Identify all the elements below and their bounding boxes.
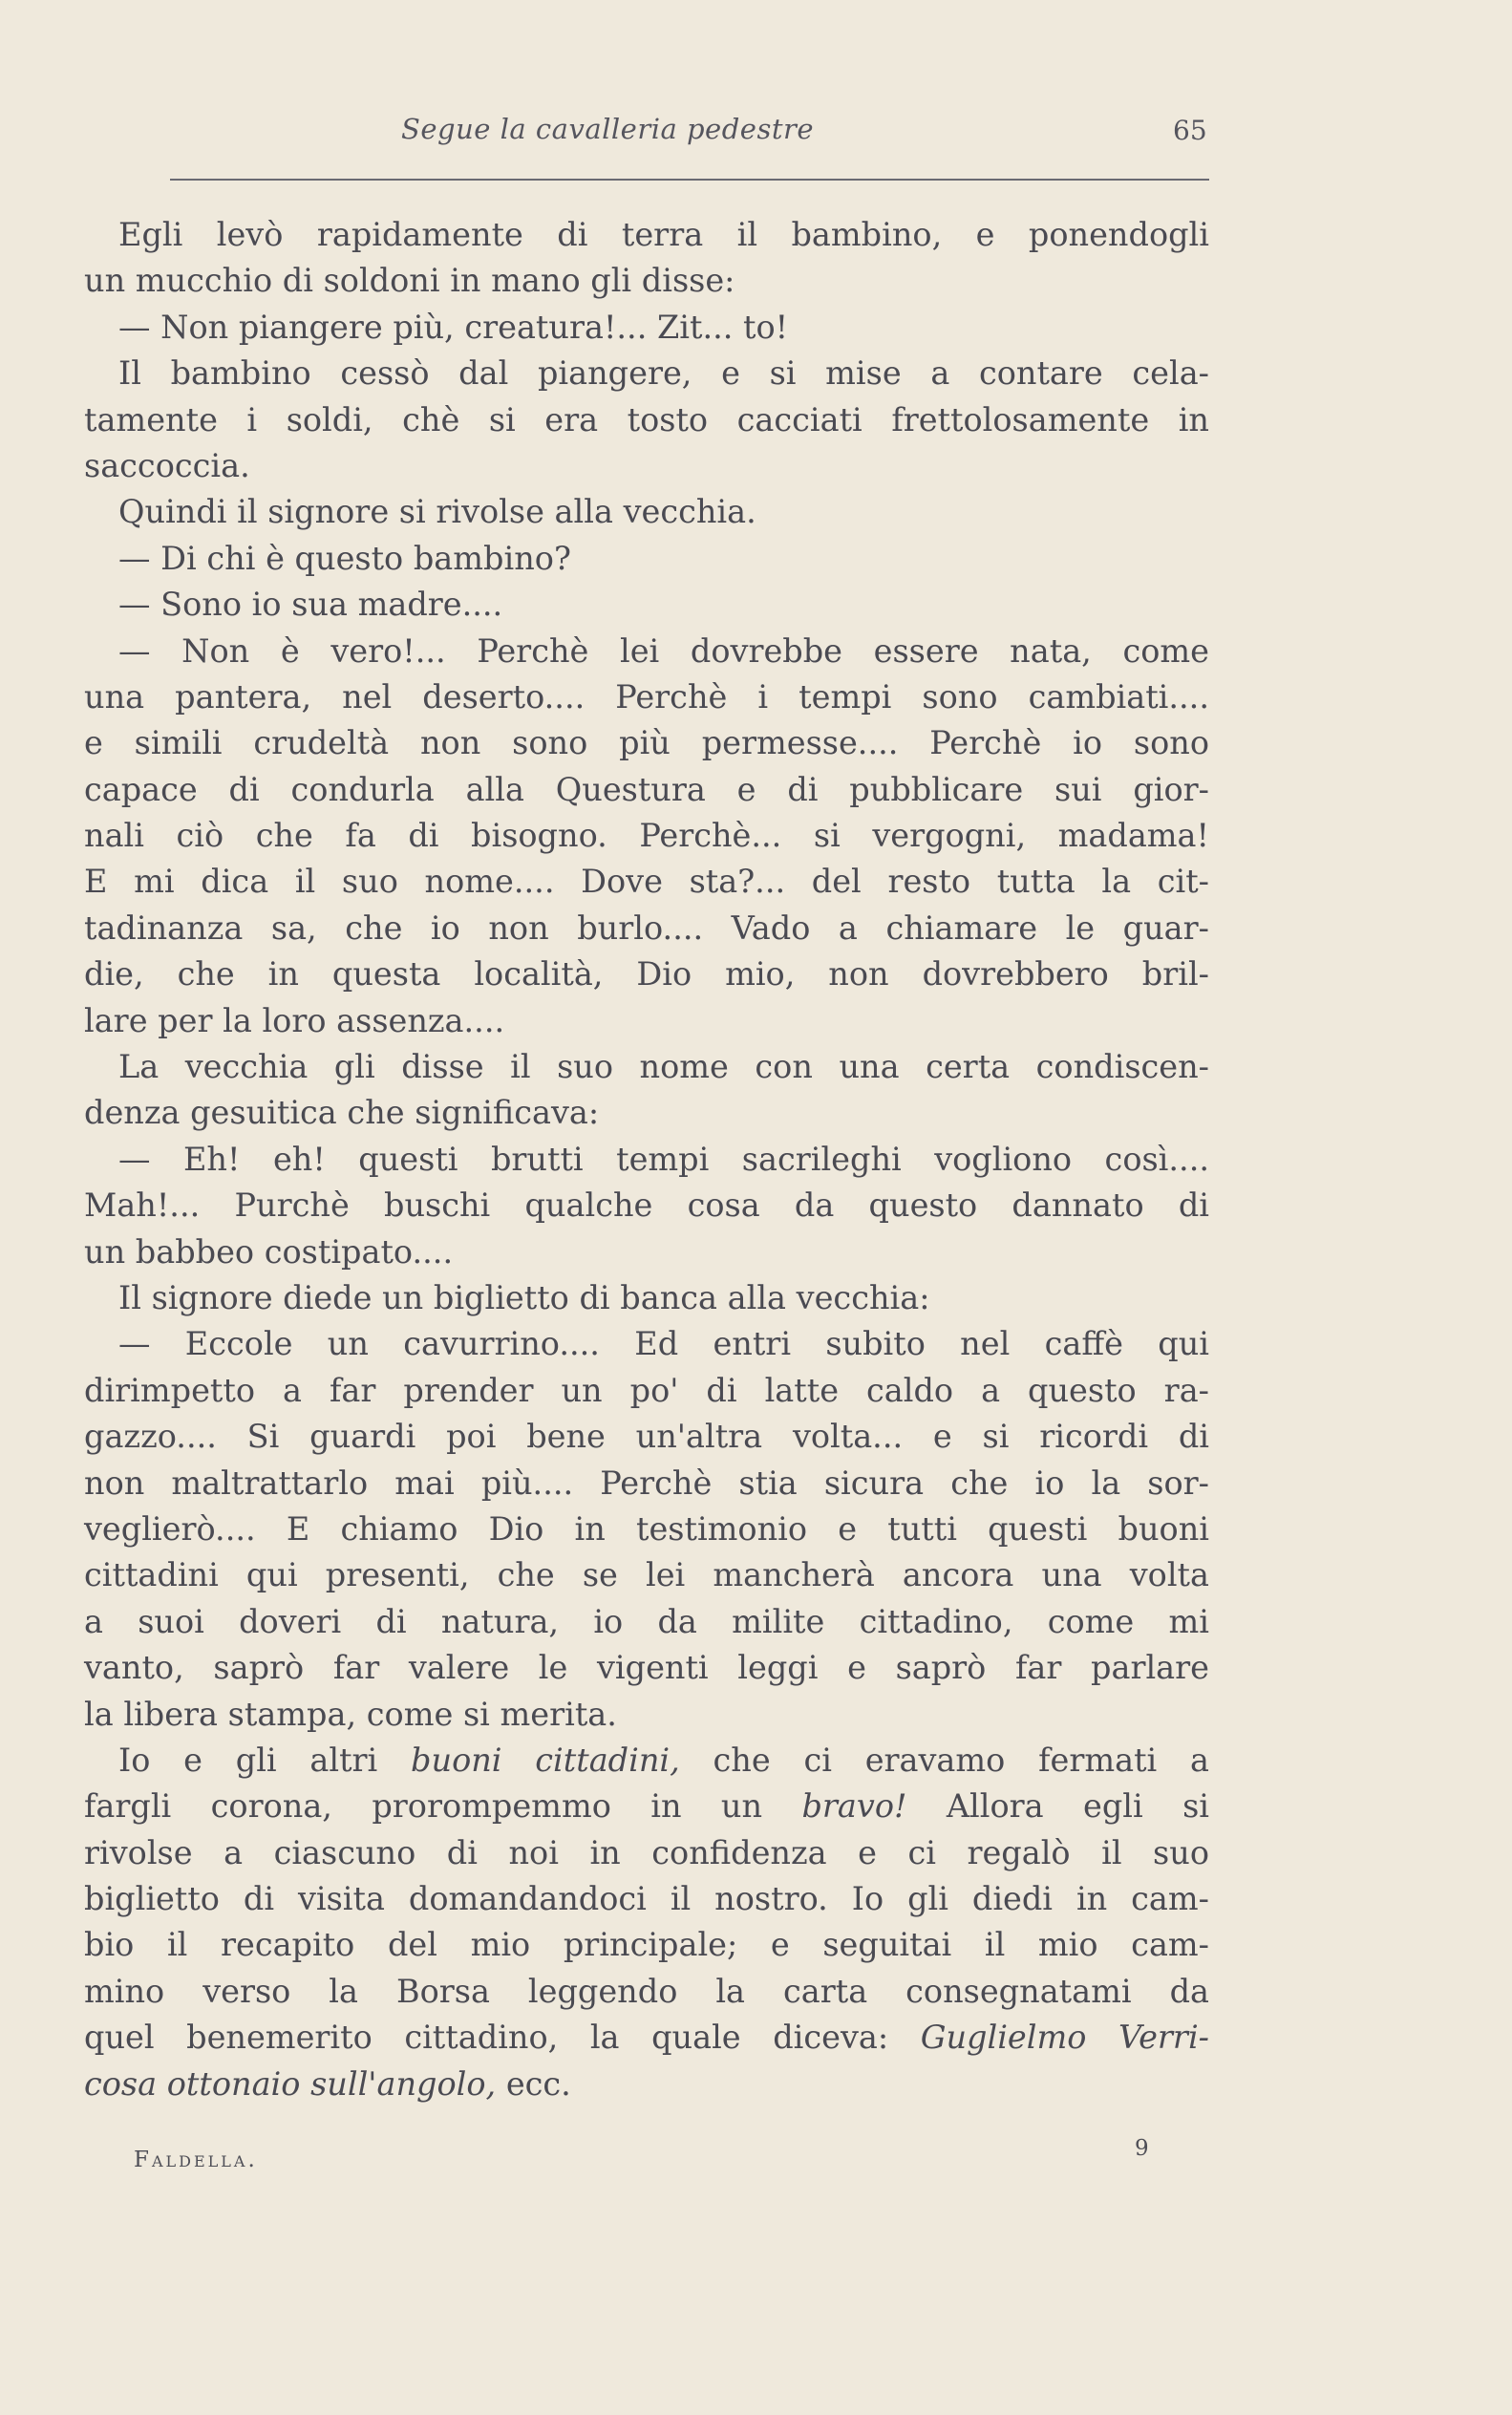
text-line: tamente i soldi, chè si era tosto cacciati frettolosamente in (84, 400, 1209, 438)
running-title: Segue la cavalleria pedestre (401, 113, 815, 145)
text-line: non maltrattarlo mai più.... Perchè stia sicura che io la sor- (84, 1464, 1209, 1502)
text-line: Quindi il signore si rivolse alla vecchia. (118, 493, 756, 531)
text-line: bio il recapito del mio principale; e seguitai il mio cam- (84, 1926, 1209, 1964)
running-header (0, 113, 1512, 151)
text-line: nali ciò che fa di bisogno. Perchè... si vergogni, madama! (84, 817, 1209, 855)
italic-phrase: Guglielmo Verri- (920, 2019, 1209, 2057)
text-line: gazzo.... Si guardi poi bene un'altra volta... e si ricordi di (84, 1418, 1209, 1456)
text-line: tadinanza sa, che io non burlo.... Vado a chiamare le guar- (84, 908, 1209, 947)
text-line: dirimpetto a far prender un po' di latte caldo a questo ra- (84, 1371, 1209, 1409)
italic-phrase: cosa ottonaio sull'angolo, (84, 2064, 497, 2103)
text-line: die, che in questa località, Dio mio, non dovrebbero bril- (84, 955, 1209, 994)
text-line: E mi dica il suo nome.... Dove sta?... del resto tutta la cit- (84, 863, 1209, 901)
text-line: a suoi doveri di natura, io da milite cittadino, come mi (84, 1602, 1209, 1640)
text-line: Il bambino cessò dal piangere, e si mise a contare cela- (118, 354, 1209, 393)
text-line: quel benemerito cittadino, la quale diceva: Guglielmo Verri- (84, 2019, 1209, 2057)
text-line: Il signore diede un biglietto di banca alla vecchia: (118, 1278, 930, 1316)
text-line: — Non è vero!... Perchè lei dovrebbe essere nata, come (118, 631, 1209, 670)
text-line: cosa ottonaio sull'angolo, ecc. (84, 2064, 571, 2103)
text-line: — Di chi è questo bambino? (118, 539, 571, 577)
text-line: — Eccole un cavurrino.... Ed entri subito nel caffè qui (118, 1325, 1209, 1363)
text-line: saccoccia. (84, 446, 250, 484)
text-line: vanto, saprò far valere le vigenti leggi e saprò far parlare (84, 1649, 1209, 1687)
text-line: mino verso la Borsa leggendo la carta consegnatami da (84, 1972, 1209, 2010)
text-line: — Eh! eh! questi brutti tempi sacrileghi vogliono così.... (118, 1140, 1209, 1178)
text-line: Egli levò rapidamente di terra il bambino, e ponendogli (118, 216, 1209, 253)
italic-phrase: buoni cittadini, (411, 1741, 680, 1779)
text-line: Mah!... Purchè buschi qualche cosa da questo dannato di (84, 1186, 1209, 1225)
text-line: una pantera, nel deserto.... Perchè i tempi sono cambiati.... (84, 677, 1209, 716)
text-line: cittadini qui presenti, che se lei mancherà ancora una volta (84, 1556, 1209, 1594)
italic-phrase: bravo! (801, 1787, 907, 1826)
page-number: 65 (1173, 115, 1207, 146)
text-line: Io e gli altri buoni cittadini, che ci eravamo fermati a (118, 1741, 1209, 1779)
page-footer (0, 2136, 1512, 2174)
text-line: veglierò.... E chiamo Dio in testimonio e tutti questi buoni (84, 1509, 1209, 1548)
text-line: — Sono io sua madre.... (118, 586, 503, 624)
body-text (84, 212, 1209, 2107)
text-line: capace di condurla alla Questura e di pubblicare sui gior- (84, 770, 1209, 808)
text-line: biglietto di visita domandandoci il nostro. Io gli diedi in cam- (84, 1880, 1209, 1918)
text-line: rivolse a ciascuno di noi in confidenza e ci regalò il suo (84, 1833, 1209, 1871)
header-rule (170, 179, 1209, 181)
signature-mark: 9 (1135, 2136, 1149, 2161)
text-line: un babbeo costipato.... (84, 1232, 454, 1271)
author-signature: Faldella. (134, 2148, 258, 2172)
text-line: La vecchia gli disse il suo nome con una certa condiscen- (118, 1048, 1209, 1086)
text-line: lare per la loro assenza.... (84, 1001, 505, 1039)
text-line: — Non piangere più, creatura!... Zit... to! (118, 308, 789, 346)
text-line: la libera stampa, come si merita. (84, 1695, 617, 1733)
text-line: denza gesuitica che significava: (84, 1094, 600, 1132)
text-line: e simili crudeltà non sono più permesse.... Perchè io sono (84, 724, 1209, 762)
text-line: un mucchio di soldoni in mano gli disse: (84, 262, 735, 300)
text-line: fargli corona, prorompemmo in un bravo! Allora egli si (84, 1787, 1209, 1826)
